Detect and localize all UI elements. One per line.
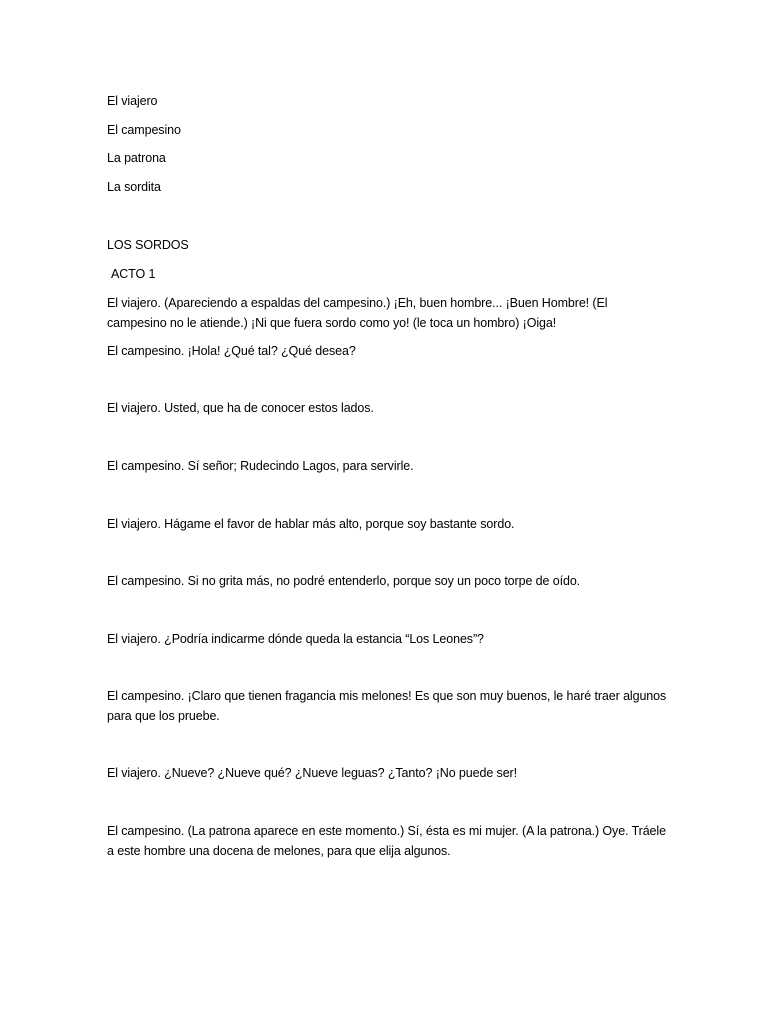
dialogue-line: El viajero. Hágame el favor de hablar más alto, porque soy bastante sordo. [107, 517, 515, 531]
act-heading: ACTO 1 [111, 267, 156, 281]
dialogue-line: El viajero. Usted, que ha de conocer estos lados. [107, 401, 374, 415]
character-1: El viajero [107, 94, 158, 108]
character-3: La patrona [107, 151, 166, 165]
play-title: LOS SORDOS [107, 238, 189, 252]
dialogue-line: El campesino. Sí señor; Rudecindo Lagos, para servirle. [107, 459, 414, 473]
dialogue-line: El viajero. ¿Nueve? ¿Nueve qué? ¿Nueve leguas? ¿Tanto? ¡No puede ser! [107, 766, 517, 780]
dialogue-line: El campesino. ¡Hola! ¿Qué tal? ¿Qué desea? [107, 344, 356, 358]
character-4: La sordita [107, 180, 161, 194]
dialogue-line: El campesino. ¡Claro que tienen fragancia mis melones! Es que son muy buenos, le haré traer algunos para que los pruebe. [107, 689, 667, 723]
character-2: El campesino [107, 123, 181, 137]
dialogue-line: El viajero. (Apareciendo a espaldas del campesino.) ¡Eh, buen hombre... ¡Buen Hombre! (El campesino no le atiende.) ¡Ni que fuera sordo como yo! (le toca un hombro) ¡Oiga! [107, 296, 608, 330]
dialogue-line: El campesino. (La patrona aparece en este momento.) Sí, ésta es mi mujer. (A la patrona.) Oye. Tráele a este hombre una docena de melones, para que elija algunos. [107, 824, 666, 858]
dialogue-line: El viajero. ¿Podría indicarme dónde queda la estancia “Los Leones”? [107, 632, 484, 646]
dialogue-line: El campesino. Si no grita más, no podré entenderlo, porque soy un poco torpe de oído. [107, 574, 581, 588]
